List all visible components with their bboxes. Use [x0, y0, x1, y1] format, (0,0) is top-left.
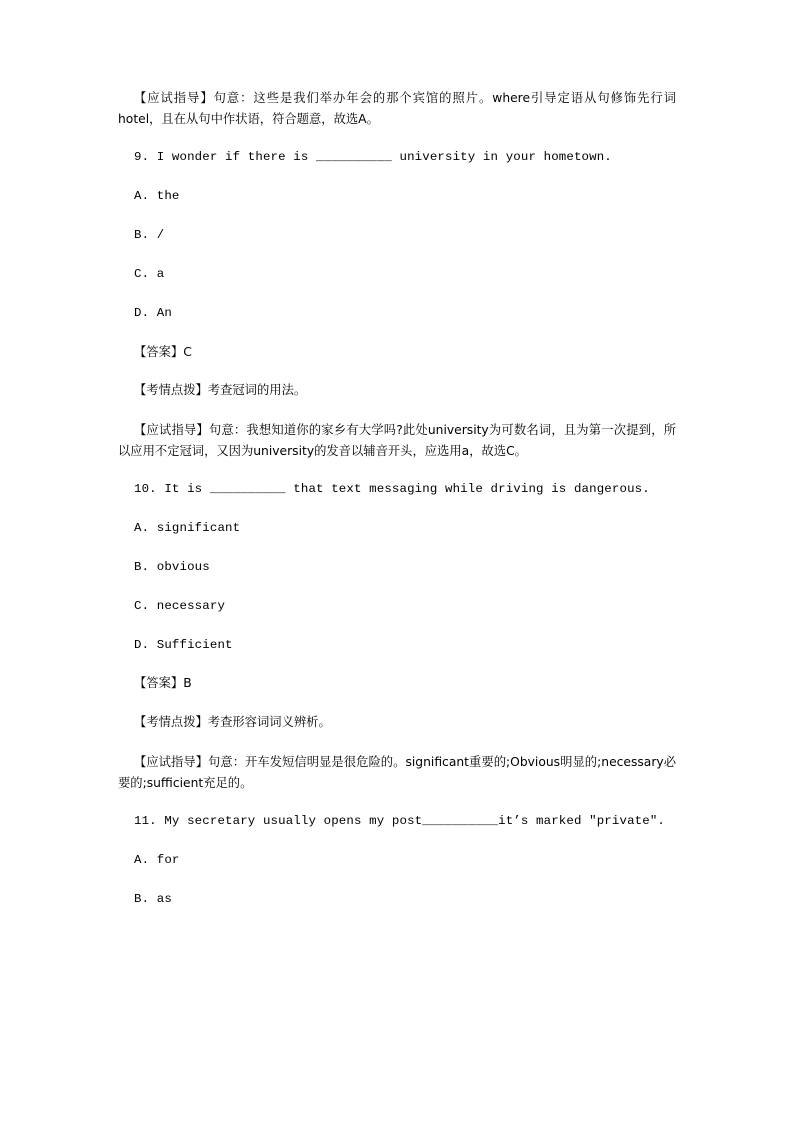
question-9-answer: 【答案】C	[134, 344, 192, 359]
question-9-option-a: A. the	[134, 189, 180, 204]
question-10-option-a: A. significant	[134, 520, 241, 535]
question-stem-10: 10. It is __________ that text messaging while driving is dangerous.	[134, 482, 650, 497]
question-9-option-c: C. a	[134, 266, 165, 281]
question-10-option-d: D. Sufficient	[134, 637, 233, 652]
question-10-option-c: C. necessary	[134, 598, 226, 613]
question-9-option-d: D. An	[134, 305, 172, 320]
question-10-exam-point: 【考情点拨】考查形容词词义辨析。	[134, 715, 331, 730]
question-10-option-b: B. obvious	[134, 559, 210, 574]
explanation-paragraph-q9: 【应试指导】句意：我想知道你的家乡有大学吗?此处university为可数名词，且为第一次提到，所以应用不定冠词，又因为university的发音以辅音开头，应选用a，故选C。	[118, 422, 676, 458]
question-11-option-a: A. for	[134, 852, 180, 867]
question-9-exam-point: 【考情点拨】考查冠词的用法。	[134, 383, 307, 398]
explanation-paragraph-q10: 【应试指导】句意：开车发短信明显是很危险的。significant重要的;Obvious明显的;necessary必要的;sufficient充足的。	[118, 754, 676, 790]
question-10-answer: 【答案】B	[134, 676, 192, 691]
explanation-paragraph-q8: 【应试指导】句意：这些是我们举办年会的那个宾馆的照片。where引导定语从句修饰先行词hotel，且在从句中作状语，符合题意，故选A。	[118, 91, 676, 127]
question-11-option-b: B. as	[134, 891, 172, 906]
question-9-option-b: B. /	[134, 227, 165, 242]
question-stem-11: 11. My secretary usually opens my post__________it’s marked ″private″.	[134, 813, 665, 828]
question-stem-9: 9. I wonder if there is __________ university in your hometown.	[134, 150, 612, 165]
